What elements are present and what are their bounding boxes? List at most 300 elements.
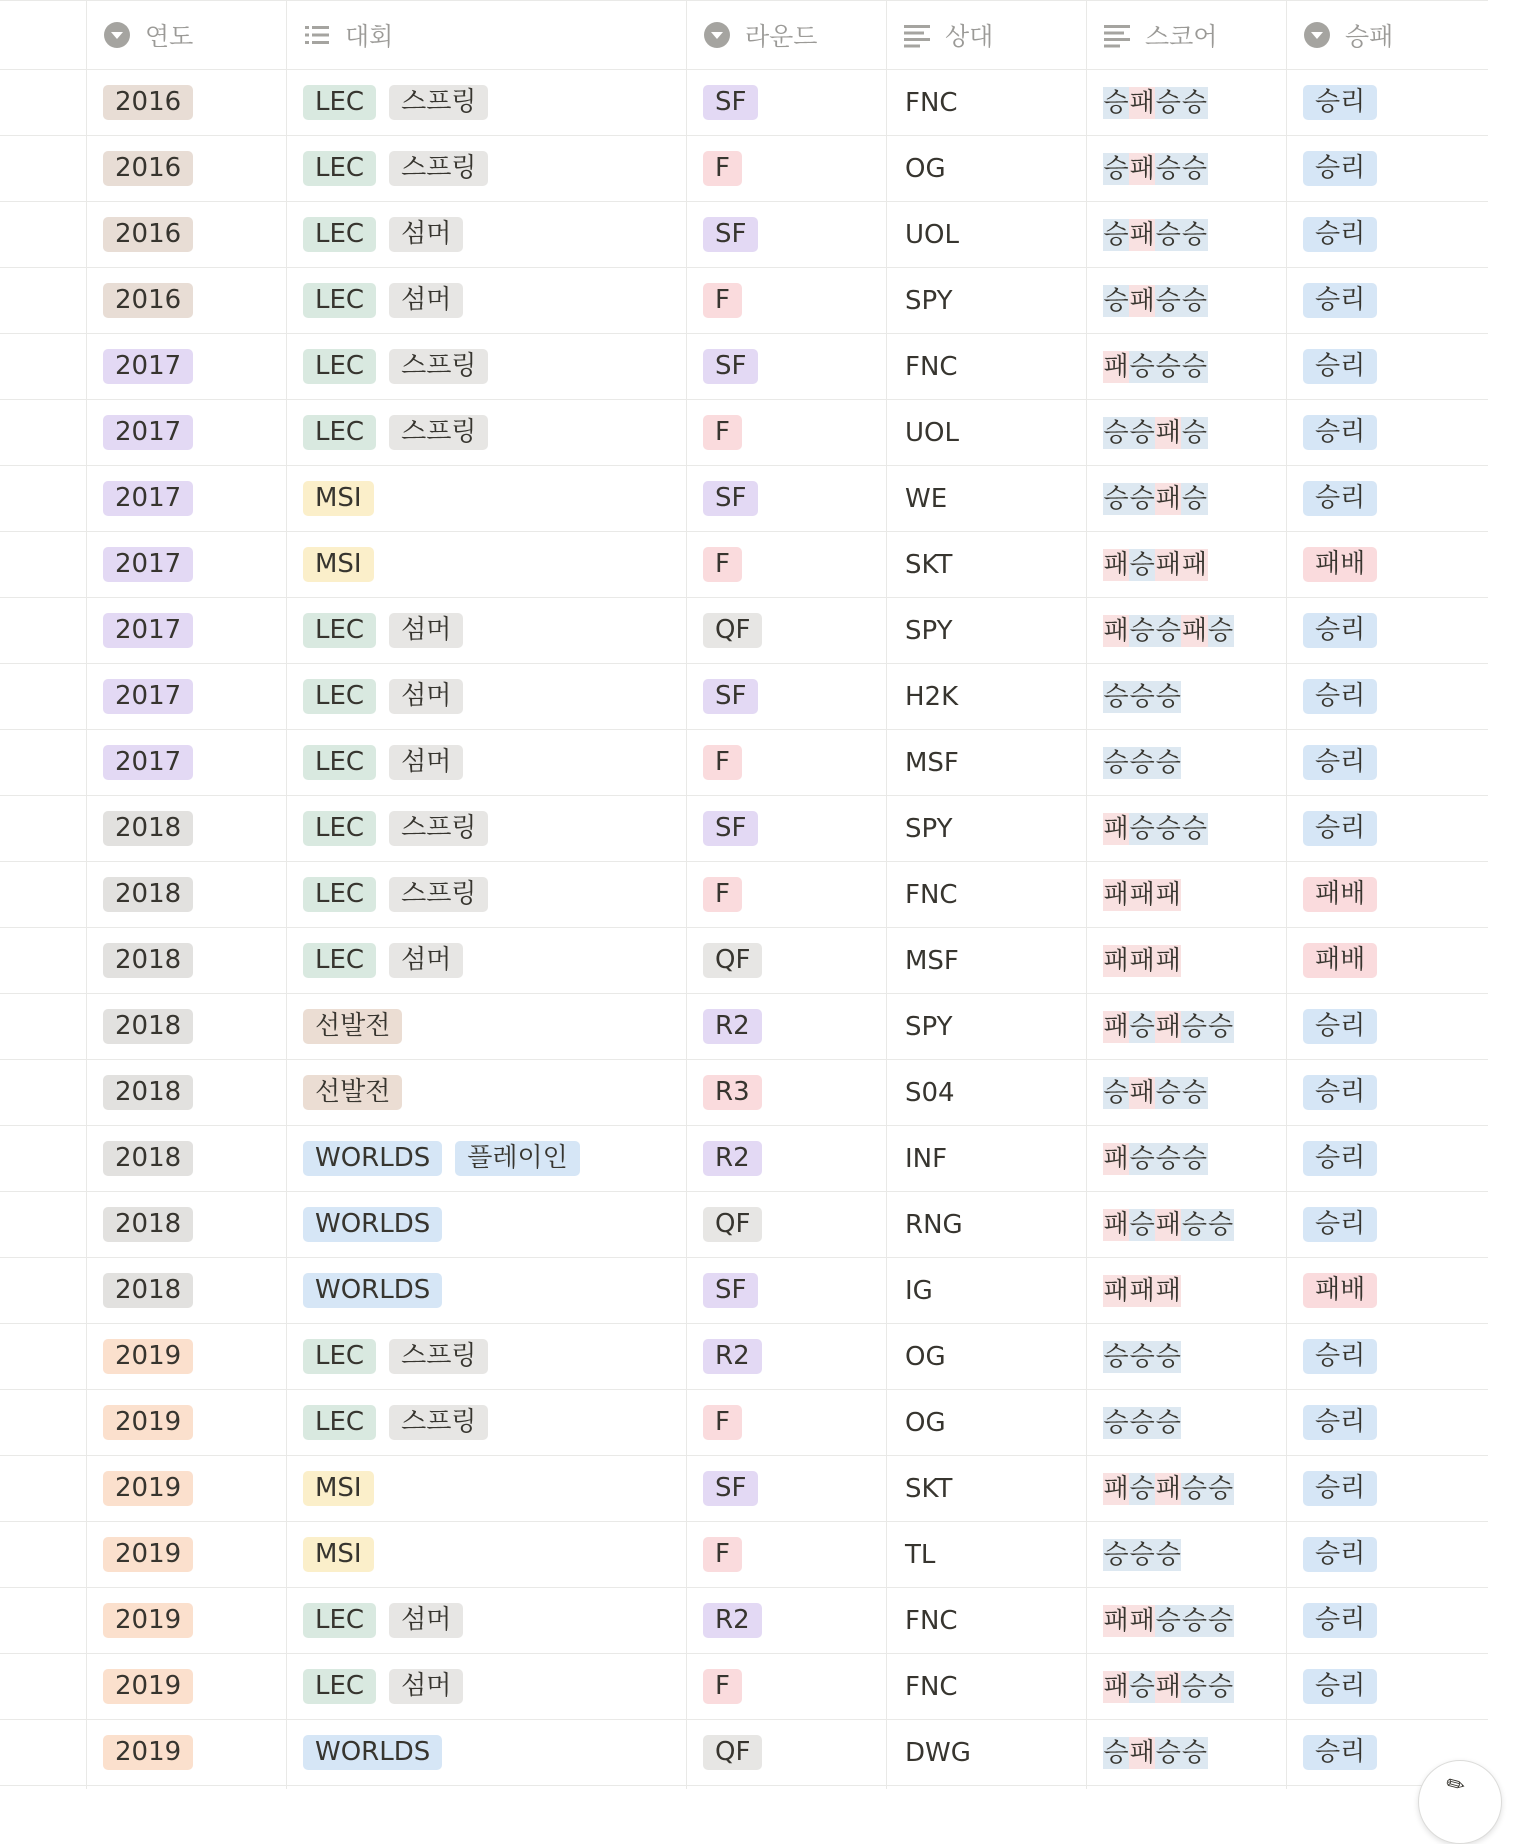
cell-opponent[interactable] (886, 334, 1086, 399)
cell-year[interactable] (86, 532, 286, 597)
cell-score[interactable] (1086, 1192, 1286, 1257)
table-row[interactable] (0, 730, 1488, 796)
cell-result[interactable] (1286, 664, 1488, 729)
score-text: 승 승 패 승 (1103, 483, 1207, 514)
cell-year[interactable] (86, 400, 286, 465)
cell-round[interactable] (686, 1390, 886, 1455)
year-tag: 2018 (103, 1273, 193, 1308)
cell-year[interactable] (86, 1456, 286, 1521)
cell-league[interactable] (286, 1588, 686, 1653)
league-tag: 플레이인 (455, 1141, 579, 1176)
score-text: 패 승 승 패 승 (1103, 615, 1234, 646)
opponent-text: OG (905, 1341, 946, 1372)
year-tag: 2016 (103, 217, 193, 252)
floating-edit-button[interactable] (1418, 1760, 1502, 1844)
column-header-year[interactable] (86, 1, 286, 69)
cell-opponent[interactable] (886, 1126, 1086, 1191)
round-tag: F (703, 151, 742, 186)
score-text: 패 패 승 승 승 (1103, 1605, 1234, 1636)
cell-result[interactable] (1286, 334, 1488, 399)
cell-score[interactable] (1086, 1126, 1286, 1191)
table-row[interactable] (0, 1456, 1488, 1522)
year-tag: 2019 (103, 1537, 193, 1572)
cell-league[interactable] (286, 466, 686, 531)
cell-score[interactable] (1086, 1456, 1286, 1521)
result-tag: 승리 (1303, 613, 1377, 648)
league-tag: 스프링 (389, 877, 488, 912)
column-header-label: 스코어 (1145, 22, 1218, 51)
cell-result[interactable] (1286, 730, 1488, 795)
year-tag: 2017 (103, 349, 193, 384)
table-row[interactable] (0, 796, 1488, 862)
cell-league[interactable] (286, 730, 686, 795)
opponent-text: DWG (905, 1737, 971, 1768)
cell-score[interactable] (1086, 400, 1286, 465)
opponent-text: TL (905, 1539, 936, 1570)
league-tag: WORLDS (303, 1273, 442, 1308)
cell-opponent[interactable] (886, 796, 1086, 861)
cell-score[interactable] (1086, 136, 1286, 201)
cell-league[interactable] (286, 202, 686, 267)
cell-round[interactable] (686, 1192, 886, 1257)
score-text: 승 패 승 승 (1103, 87, 1207, 118)
opponent-text: FNC (905, 879, 958, 910)
cell-league[interactable] (286, 268, 686, 333)
cell-year[interactable] (86, 70, 286, 135)
table-row[interactable] (0, 268, 1488, 334)
round-tag: SF (703, 85, 758, 120)
table-row[interactable] (0, 664, 1488, 730)
cell-year[interactable] (86, 928, 286, 993)
cell-year[interactable] (86, 598, 286, 663)
cell-opponent[interactable] (886, 1390, 1086, 1455)
cell-result[interactable] (1286, 1324, 1488, 1389)
cell-result[interactable] (1286, 1456, 1488, 1521)
cell-result[interactable] (1286, 202, 1488, 267)
score-text: 패 패 패 (1103, 1275, 1181, 1306)
score-text: 패 승 승 승 (1103, 351, 1207, 382)
table-row[interactable] (0, 400, 1488, 466)
cell-score[interactable] (1086, 70, 1286, 135)
cell-result[interactable] (1286, 862, 1488, 927)
cell-year[interactable] (86, 1324, 286, 1389)
opponent-text: INF (905, 1143, 948, 1174)
cell-round[interactable] (686, 400, 886, 465)
round-tag: SF (703, 481, 758, 516)
round-tag: R2 (703, 1141, 762, 1176)
year-tag: 2019 (103, 1603, 193, 1638)
opponent-text: SPY (905, 1011, 953, 1042)
league-tag: LEC (303, 877, 376, 912)
cell-opponent[interactable] (886, 664, 1086, 729)
cell-year[interactable] (86, 1126, 286, 1191)
cell-year[interactable] (86, 730, 286, 795)
round-tag: QF (703, 1735, 762, 1770)
cell-result[interactable] (1286, 1192, 1488, 1257)
cell-league[interactable] (286, 1126, 686, 1191)
table-row[interactable] (0, 1654, 1488, 1720)
cell-opponent[interactable] (886, 466, 1086, 531)
cell-year[interactable] (86, 268, 286, 333)
result-tag: 승리 (1303, 1207, 1377, 1242)
cell-year[interactable] (86, 664, 286, 729)
cell-result[interactable] (1286, 1258, 1488, 1323)
round-tag: SF (703, 1471, 758, 1506)
cell-round[interactable] (686, 1720, 886, 1785)
league-tag: 선발전 (303, 1009, 402, 1044)
cell-league[interactable] (286, 1060, 686, 1125)
league-tag: MSI (303, 1537, 374, 1572)
cell-result[interactable] (1286, 1522, 1488, 1587)
score-text: 패 승 패 승 승 (1103, 1011, 1234, 1042)
table-row[interactable] (0, 202, 1488, 268)
cell-opponent[interactable] (886, 1456, 1086, 1521)
cell-score[interactable] (1086, 796, 1286, 861)
cell-league[interactable] (286, 1522, 686, 1587)
cell-league[interactable] (286, 400, 686, 465)
opponent-text: FNC (905, 1671, 958, 1702)
cell-league[interactable] (286, 136, 686, 201)
cell-round[interactable] (686, 730, 886, 795)
league-tag: 섬머 (389, 1603, 463, 1638)
cell-round[interactable] (686, 1060, 886, 1125)
column-header-round[interactable] (686, 1, 886, 69)
cell-result[interactable] (1286, 70, 1488, 135)
league-tag: 선발전 (303, 1075, 402, 1110)
cell-opponent[interactable] (886, 1522, 1086, 1587)
cell-round[interactable] (686, 1258, 886, 1323)
cell-round[interactable] (686, 202, 886, 267)
column-header-opponent[interactable] (886, 1, 1086, 69)
select-icon (103, 21, 131, 49)
cell-result[interactable] (1286, 466, 1488, 531)
opponent-text: OG (905, 153, 946, 184)
result-tag: 승리 (1303, 1141, 1377, 1176)
cell-round[interactable] (686, 994, 886, 1059)
cell-score[interactable] (1086, 1654, 1286, 1719)
score-text: 승 패 승 승 (1103, 285, 1207, 316)
cell-round[interactable] (686, 136, 886, 201)
cell-opponent[interactable] (886, 1654, 1086, 1719)
cell-round[interactable] (686, 466, 886, 531)
column-header-score[interactable] (1086, 1, 1286, 69)
table-row[interactable] (0, 136, 1488, 202)
league-tag: 스프링 (389, 1405, 488, 1440)
cell-opponent[interactable] (886, 1258, 1086, 1323)
cell-year[interactable] (86, 136, 286, 201)
cell-league[interactable] (286, 70, 686, 135)
score-text: 승 패 승 승 (1103, 1737, 1207, 1768)
year-tag: 2018 (103, 1207, 193, 1242)
cell-score[interactable] (1086, 664, 1286, 729)
result-tag: 승리 (1303, 745, 1377, 780)
score-text: 패 승 패 승 승 (1103, 1473, 1234, 1504)
score-text: 패 승 승 승 (1103, 813, 1207, 844)
table-row[interactable] (0, 532, 1488, 598)
cell-score[interactable] (1086, 1258, 1286, 1323)
table-header (0, 0, 1488, 70)
cell-opponent[interactable] (886, 1720, 1086, 1785)
cell-year[interactable] (86, 796, 286, 861)
table-row[interactable] (0, 1258, 1488, 1324)
league-tag: 스프링 (389, 349, 488, 384)
league-tag: 스프링 (389, 85, 488, 120)
cell-year[interactable] (86, 334, 286, 399)
table-row[interactable] (0, 1522, 1488, 1588)
league-tag: 스프링 (389, 415, 488, 450)
table-row[interactable] (0, 334, 1488, 400)
cell-score[interactable] (1086, 1324, 1286, 1389)
cell-score[interactable] (1086, 1390, 1286, 1455)
cell-league[interactable] (286, 334, 686, 399)
cell-result[interactable] (1286, 400, 1488, 465)
column-header-result[interactable] (1286, 1, 1488, 69)
opponent-text: FNC (905, 351, 958, 382)
cell-year[interactable] (86, 1522, 286, 1587)
cell-league[interactable] (286, 994, 686, 1059)
cell-league[interactable] (286, 1258, 686, 1323)
cell-score[interactable] (1086, 1060, 1286, 1125)
cell-league[interactable] (286, 928, 686, 993)
cell-round[interactable] (686, 796, 886, 861)
table-row[interactable] (0, 598, 1488, 664)
cell-round[interactable] (686, 1324, 886, 1389)
cell-year[interactable] (86, 1258, 286, 1323)
cell-year[interactable] (86, 466, 286, 531)
cell-league[interactable] (286, 1324, 686, 1389)
column-header-label: 연도 (145, 22, 194, 51)
cell-league[interactable] (286, 1192, 686, 1257)
year-tag: 2019 (103, 1339, 193, 1374)
cell-year[interactable] (86, 862, 286, 927)
column-header-label: 상대 (945, 22, 994, 51)
league-tag: LEC (303, 1339, 376, 1374)
league-tag: 섬머 (389, 679, 463, 714)
result-tag: 승리 (1303, 1735, 1377, 1770)
cell-round[interactable] (686, 598, 886, 663)
cell-result[interactable] (1286, 268, 1488, 333)
league-tag: 섬머 (389, 745, 463, 780)
league-tag: LEC (303, 745, 376, 780)
league-tag: LEC (303, 943, 376, 978)
result-tag: 승리 (1303, 283, 1377, 318)
cell-result[interactable] (1286, 598, 1488, 663)
round-tag: F (703, 877, 742, 912)
cell-result[interactable] (1286, 1060, 1488, 1125)
league-tag: 섬머 (389, 217, 463, 252)
cell-result[interactable] (1286, 136, 1488, 201)
score-text: 패 승 패 승 승 (1103, 1209, 1234, 1240)
result-tag: 승리 (1303, 1339, 1377, 1374)
cell-opponent[interactable] (886, 202, 1086, 267)
league-tag: LEC (303, 349, 376, 384)
opponent-text: WE (905, 483, 948, 514)
cell-round[interactable] (686, 70, 886, 135)
cell-result[interactable] (1286, 1588, 1488, 1653)
result-tag: 승리 (1303, 85, 1377, 120)
score-text: 승 승 승 (1103, 1407, 1181, 1438)
table-row[interactable] (0, 70, 1488, 136)
column-header-label: 라운드 (745, 22, 818, 51)
cell-result[interactable] (1286, 532, 1488, 597)
table-row[interactable] (0, 928, 1488, 994)
cell-year[interactable] (86, 1588, 286, 1653)
year-tag: 2018 (103, 1009, 193, 1044)
score-text: 승 승 승 (1103, 681, 1181, 712)
cell-score[interactable] (1086, 1720, 1286, 1785)
cell-result[interactable] (1286, 928, 1488, 993)
cell-league[interactable] (286, 796, 686, 861)
table-row[interactable] (0, 1390, 1488, 1456)
league-tag: WORLDS (303, 1207, 442, 1242)
league-tag: LEC (303, 811, 376, 846)
cell-score[interactable] (1086, 730, 1286, 795)
cell-result[interactable] (1286, 1126, 1488, 1191)
score-text: 패 승 패 승 승 (1103, 1671, 1234, 1702)
table-row[interactable] (0, 1588, 1488, 1654)
league-tag: LEC (303, 151, 376, 186)
cell-league[interactable] (286, 664, 686, 729)
cell-opponent[interactable] (886, 268, 1086, 333)
cell-year[interactable] (86, 1720, 286, 1785)
year-tag: 2017 (103, 745, 193, 780)
year-tag: 2016 (103, 151, 193, 186)
league-tag: LEC (303, 1405, 376, 1440)
league-tag: MSI (303, 547, 374, 582)
column-divider (86, 0, 87, 1789)
cell-score[interactable] (1086, 928, 1286, 993)
year-tag: 2017 (103, 613, 193, 648)
cell-league[interactable] (286, 1390, 686, 1455)
year-tag: 2018 (103, 811, 193, 846)
cell-round[interactable] (686, 928, 886, 993)
cell-opponent[interactable] (886, 400, 1086, 465)
cell-opponent[interactable] (886, 994, 1086, 1059)
cell-opponent[interactable] (886, 532, 1086, 597)
round-tag: R2 (703, 1339, 762, 1374)
table-row[interactable] (0, 1324, 1488, 1390)
league-tag: LEC (303, 85, 376, 120)
score-text: 승 패 승 승 (1103, 1077, 1207, 1108)
cell-score[interactable] (1086, 1522, 1286, 1587)
table-row[interactable] (0, 1126, 1488, 1192)
column-header-league[interactable] (286, 1, 686, 69)
cell-score[interactable] (1086, 598, 1286, 663)
cell-score[interactable] (1086, 532, 1286, 597)
opponent-text: OG (905, 1407, 946, 1438)
result-tag: 승리 (1303, 679, 1377, 714)
year-tag: 2016 (103, 283, 193, 318)
opponent-text: H2K (905, 681, 959, 712)
table-row[interactable] (0, 862, 1488, 928)
cell-opponent[interactable] (886, 70, 1086, 135)
result-tag: 승리 (1303, 481, 1377, 516)
cell-round[interactable] (686, 268, 886, 333)
league-tag: WORLDS (303, 1141, 442, 1176)
cell-opponent[interactable] (886, 1588, 1086, 1653)
cell-opponent[interactable] (886, 730, 1086, 795)
cell-opponent[interactable] (886, 598, 1086, 663)
opponent-text: SPY (905, 285, 953, 316)
cell-score[interactable] (1086, 268, 1286, 333)
cell-year[interactable] (86, 1654, 286, 1719)
cell-league[interactable] (286, 1720, 686, 1785)
cell-opponent[interactable] (886, 1060, 1086, 1125)
cell-result[interactable] (1286, 994, 1488, 1059)
cell-result[interactable] (1286, 1654, 1488, 1719)
cell-round[interactable] (686, 1588, 886, 1653)
league-tag: LEC (303, 415, 376, 450)
cell-league[interactable] (286, 532, 686, 597)
cell-round[interactable] (686, 862, 886, 927)
result-tag: 패배 (1303, 877, 1377, 912)
cell-opponent[interactable] (886, 1324, 1086, 1389)
year-tag: 2017 (103, 481, 193, 516)
table-row[interactable] (0, 1720, 1488, 1786)
league-tag: LEC (303, 1603, 376, 1638)
cell-league[interactable] (286, 862, 686, 927)
cell-round[interactable] (686, 1654, 886, 1719)
score-text: 패 승 패 패 (1103, 549, 1207, 580)
year-tag: 2016 (103, 85, 193, 120)
cell-opponent[interactable] (886, 1192, 1086, 1257)
cell-round[interactable] (686, 532, 886, 597)
cell-league[interactable] (286, 1654, 686, 1719)
cell-league[interactable] (286, 598, 686, 663)
result-tag: 승리 (1303, 1471, 1377, 1506)
table-row[interactable] (0, 1192, 1488, 1258)
round-tag: F (703, 547, 742, 582)
cell-year[interactable] (86, 202, 286, 267)
cell-score[interactable] (1086, 334, 1286, 399)
cell-score[interactable] (1086, 862, 1286, 927)
cell-result[interactable] (1286, 1390, 1488, 1455)
score-text: 패 패 패 (1103, 945, 1181, 976)
round-tag: SF (703, 811, 758, 846)
cell-score[interactable] (1086, 202, 1286, 267)
cell-round[interactable] (686, 1126, 886, 1191)
score-text: 승 패 승 승 (1103, 153, 1207, 184)
round-tag: QF (703, 943, 762, 978)
cell-score[interactable] (1086, 466, 1286, 531)
cell-opponent[interactable] (886, 862, 1086, 927)
cell-round[interactable] (686, 1522, 886, 1587)
table-row[interactable] (0, 466, 1488, 532)
table-row[interactable] (0, 1060, 1488, 1126)
round-tag: SF (703, 349, 758, 384)
cell-opponent[interactable] (886, 928, 1086, 993)
cell-score[interactable] (1086, 1588, 1286, 1653)
cell-year[interactable] (86, 1192, 286, 1257)
cell-opponent[interactable] (886, 136, 1086, 201)
cell-score[interactable] (1086, 994, 1286, 1059)
league-tag: LEC (303, 679, 376, 714)
table-row[interactable] (0, 994, 1488, 1060)
cell-round[interactable] (686, 334, 886, 399)
cell-league[interactable] (286, 1456, 686, 1521)
cell-round[interactable] (686, 1456, 886, 1521)
opponent-text: IG (905, 1275, 933, 1306)
year-tag: 2018 (103, 877, 193, 912)
cell-result[interactable] (1286, 796, 1488, 861)
cell-year[interactable] (86, 1060, 286, 1125)
cell-year[interactable] (86, 994, 286, 1059)
year-tag: 2019 (103, 1735, 193, 1770)
score-text: 승 승 승 (1103, 747, 1181, 778)
text-icon (1103, 21, 1131, 49)
cell-round[interactable] (686, 664, 886, 729)
cell-year[interactable] (86, 1390, 286, 1455)
